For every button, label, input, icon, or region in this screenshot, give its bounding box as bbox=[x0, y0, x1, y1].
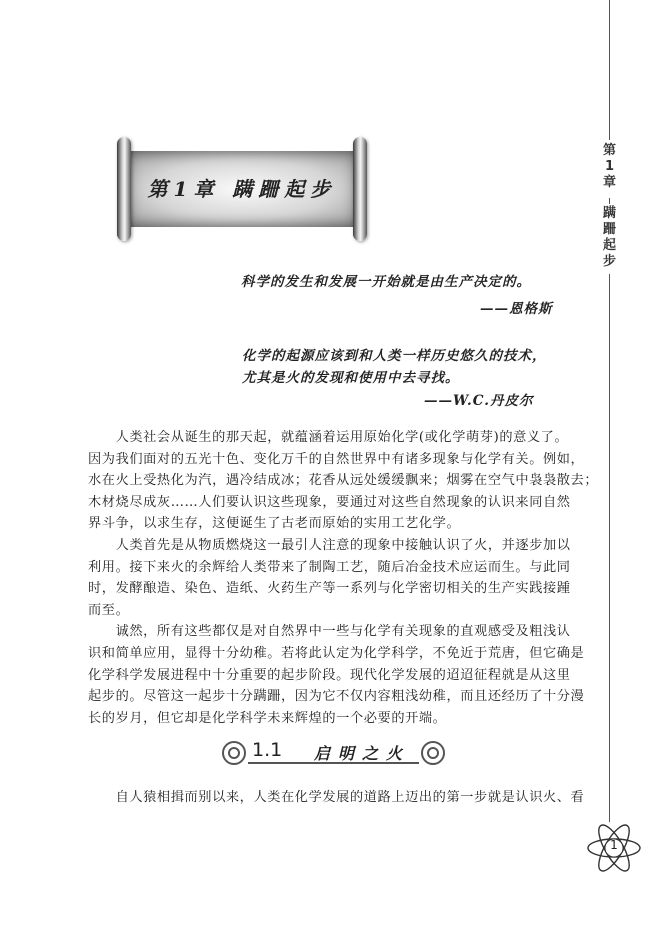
body-line: 识和简单应用，显得十分幼稚。若将此认定为化学科学，不免近于荒唐，但它确是 bbox=[88, 646, 585, 661]
section-heading bbox=[222, 737, 445, 765]
body-line: 长的岁月，但它却是化学科学未来辉煌的一个必要的开端。 bbox=[88, 710, 447, 726]
chapter-scroll-banner bbox=[117, 137, 367, 241]
body-line: 而至。 bbox=[88, 602, 130, 618]
body-line: 起步的。尽管这一起步十分蹒跚，因为它不仅内容粗浅幼稚，而且还经历了十分漫 bbox=[88, 689, 585, 705]
body-line: 利用。接下来火的余辉给人类带来了制陶工艺，随后冶金技术应运而生。与此同 bbox=[88, 559, 571, 575]
body-line: 水在火上受热化为汽，遇冷结成冰；花香从远处缓缓飘来；烟雾在空气中袅袅散去； bbox=[88, 473, 599, 489]
epigraph-1-attribution: ——恩格斯 bbox=[480, 301, 553, 317]
side-chapter-name: 蹒跚起步 bbox=[602, 206, 617, 269]
body-line: 界斗争，以求生存，这便诞生了古老而原始的实用工艺化学。 bbox=[88, 516, 461, 532]
epigraph-2-attribution: ——W.C.丹皮尔 bbox=[424, 393, 534, 409]
swirl-ornament-icon bbox=[222, 741, 246, 765]
body-line: 人类首先是从物质燃烧这一最引人注意的现象中接触认识了火，并逐步加以 bbox=[88, 538, 571, 553]
body-line: 诚然，所有这些都仅是对自然界中一些与化学有关现象的直观感受及粗浅认 bbox=[88, 624, 571, 640]
margin-rule-bottom bbox=[609, 274, 610, 822]
epigraph-2-line-1: 化学的起源应该到和人类一样历史悠久的技术， bbox=[242, 348, 547, 364]
body-line: 木材烧尽成灰……人们要认识这些现象，要通过对这些自然现象的认识来同自然 bbox=[88, 494, 571, 510]
section-title: 启明之火 bbox=[314, 744, 411, 763]
page-number: 1 bbox=[610, 838, 618, 852]
body-line: 时，发酵酿造、染色、造纸、火药生产等一系列与化学密切相关的生产实践接踵 bbox=[88, 581, 571, 597]
atom-orbit-icon bbox=[586, 820, 642, 876]
body-line: 人类社会从诞生的那天起，就蕴涵着运用原始化学(或化学萌芽)的意义了。 bbox=[88, 430, 569, 445]
epigraph-2-line-2: 尤其是火的发现和使用中去寻找。 bbox=[242, 370, 460, 386]
section-number: 1.1 bbox=[252, 739, 283, 761]
side-chapter-label: 第1章 bbox=[602, 143, 617, 190]
chapter-title: 第1章 蹒跚起步 bbox=[147, 177, 337, 201]
margin-rule-top bbox=[609, 0, 610, 140]
body-line: 化学科学发展进程中十分重要的起步阶段。现代化学发展的迢迢征程就是从这里 bbox=[88, 667, 571, 683]
epigraph-1-line-1: 科学的发生和发展一开始就是由生产决定的。 bbox=[241, 274, 531, 290]
margin-rule-mid bbox=[609, 198, 610, 204]
section-body-line: 自人猿相揖而别以来，人类在化学发展的道路上迈出的第一步就是认识火、看 bbox=[88, 790, 585, 805]
swirl-ornament-icon bbox=[421, 741, 445, 765]
body-line: 因为我们面对的五光十色、变化万千的自然世界中有诸多现象与化学有关。例如， bbox=[88, 451, 585, 467]
